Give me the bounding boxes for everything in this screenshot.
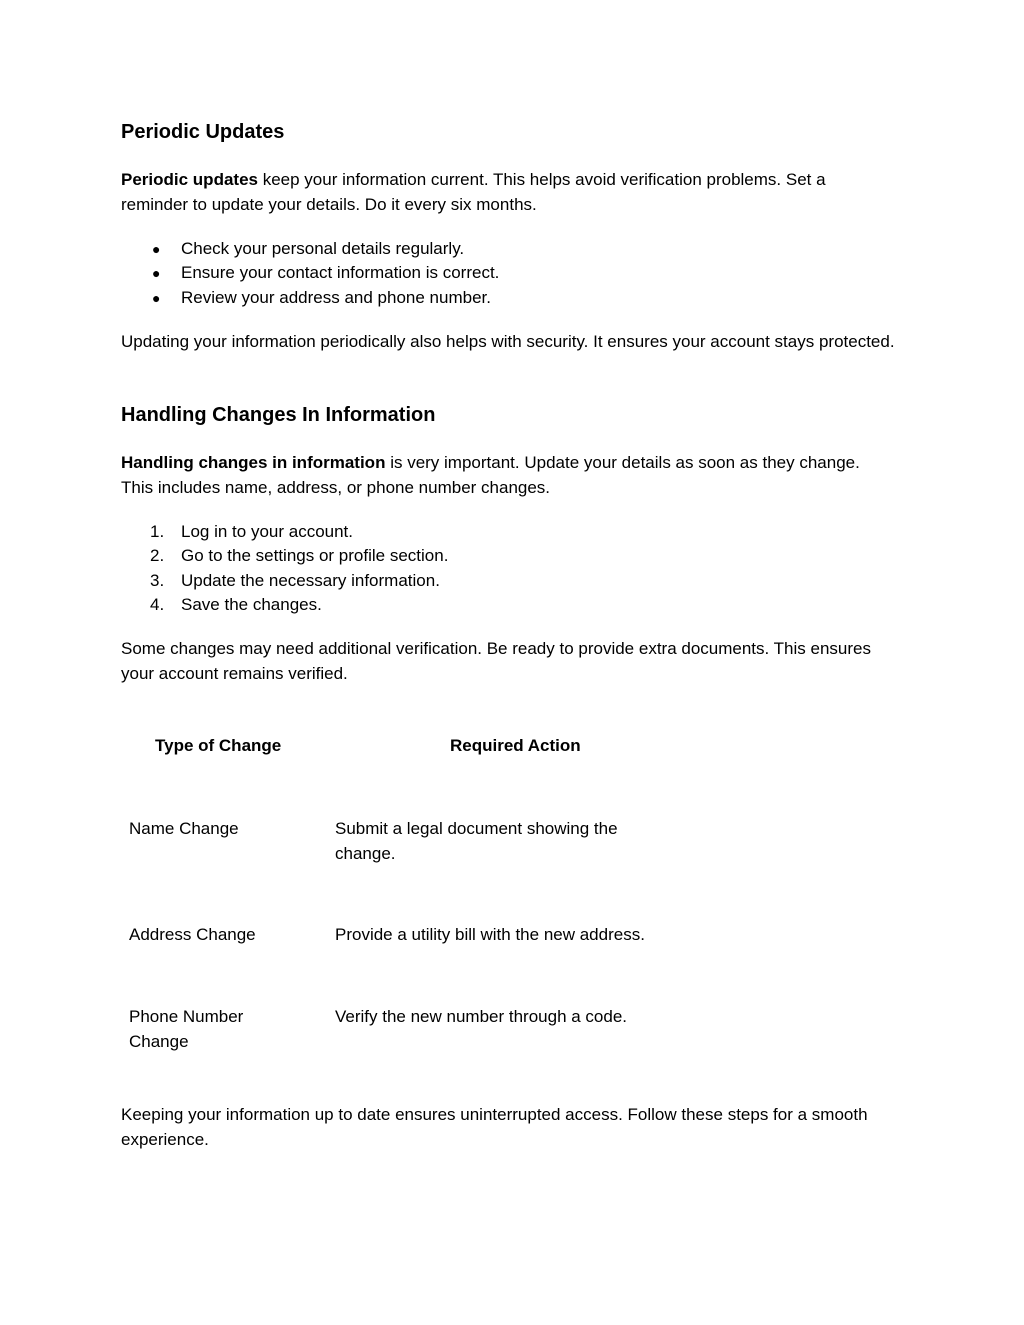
section-heading-periodic-updates: Periodic Updates [121,121,285,143]
step-number: 1. [150,522,165,541]
table-cell-type: Address Change [129,925,256,944]
table-cell-type: Name Change [129,819,239,838]
list-item: ● Review your address and phone number. [121,286,499,310]
section-heading-handling-changes: Handling Changes In Information [121,404,436,426]
bullet-icon: ● [152,241,161,257]
periodic-updates-intro [121,168,896,217]
table-header-required-action: Required Action [450,736,581,755]
handling-changes-closing: Some changes may need additional verification. Be ready to provide extra documents. This ensures your account remains verified. [121,639,871,683]
table-cell-action: Verify the new number through a code. [335,1007,628,1026]
step-number: 2. [150,546,165,566]
bullet-icon: ● [152,265,161,282]
intro-text: keep your information current. This helps avoid verification problems. Set a reminder to update your details. Do it every six months. [121,170,826,214]
bullet-icon: ● [152,289,161,306]
table-cell-action: Provide a utility bill with the new address. [335,925,645,944]
list-item: 1. Log in to your account. [121,520,448,544]
footer-paragraph: Keeping your information up to date ensures uninterrupted access. Follow these steps for a smooth experience. [121,1105,868,1149]
table-cell-type: Phone Number Change [129,1007,244,1051]
periodic-updates-closing: Updating your information periodically also helps with security. It ensures your account stays protected. [121,332,895,351]
periodic-updates-bullet-list [121,237,499,310]
intro-bold-term: Periodic updates [121,170,258,189]
list-item: 4. Save the changes. [121,593,448,617]
list-item: ● Check your personal details regularly. [121,237,499,261]
intro-text: is very important. Update your details as soon as they change. This includes name, address, or phone number changes. [121,453,860,497]
handling-changes-intro [121,451,896,500]
table-cell-action: Submit a legal document showing the change. [335,819,618,863]
handling-changes-steps-list [121,520,448,617]
list-item: ● Ensure your contact information is correct. [121,261,499,285]
table-header-type-of-change: Type of Change [155,736,282,755]
step-number: 4. [150,594,165,614]
intro-bold-term: Handling changes in information [121,453,386,472]
list-item: 2. Go to the settings or profile section. [121,544,448,568]
list-item: 3. Update the necessary information. [121,569,448,593]
step-number: 3. [150,570,165,590]
